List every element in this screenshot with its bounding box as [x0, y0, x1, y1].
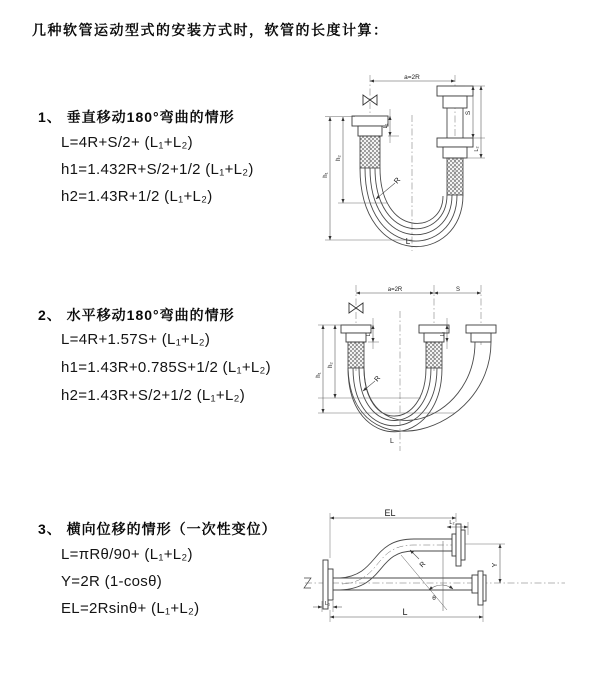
d2-fixed-end-assembly [341, 325, 371, 368]
d3-right-upper-flange [452, 524, 465, 566]
section1-heading: 1、 垂直移动180°弯曲的情形 [38, 109, 235, 125]
d1-label-l: L [405, 237, 411, 246]
d1-moving-end-assembly [437, 86, 473, 195]
d2-label-h1: h₁ [316, 372, 322, 378]
d3-label-y: Y [492, 562, 499, 568]
section1-formula-L: L=4R+S/2+ (L₁+L₂) [61, 134, 193, 151]
d3-dim-el [330, 508, 456, 558]
section3-formula-EL: EL=2Rsinθ+ (L₁+L₂) [61, 600, 200, 617]
d3-label-l: L [402, 607, 408, 617]
section2-formula-L: L=4R+1.57S+ (L₁+L₂) [61, 331, 211, 348]
d1-label-l1: L₁ [383, 123, 389, 129]
d2-dim-s [434, 287, 481, 293]
d1-radius-callout [376, 175, 403, 199]
d3-label-l1: L₁ [325, 601, 330, 607]
d3-right-lower-flange [472, 571, 486, 605]
d3-label-theta: θ [432, 595, 436, 602]
d1-label-r: R [391, 175, 403, 186]
section1-formula-h1: h1=1.432R+S/2+1/2 (L₁+L₂) [61, 161, 254, 178]
d1-label-a2r: a=2R [404, 74, 420, 81]
d1-centerlines [370, 75, 455, 251]
d2-label-l2: L₂ [440, 331, 446, 337]
d1-label-h1: h₁ [323, 172, 329, 178]
d2-label-r: R [373, 374, 383, 384]
d2-dim-a2r [356, 287, 434, 293]
section3-formula-Y: Y=2R (1-cosθ) [61, 573, 163, 590]
d2-label-l: L [390, 438, 394, 445]
d1-label-h2: h₂ [336, 155, 342, 161]
d2-dim-l1 [366, 318, 379, 349]
d2-centerlines [356, 285, 481, 451]
d2-label-h2: h₂ [328, 362, 334, 368]
d1-label-s: S [465, 110, 472, 116]
diagram-lateral-displacement [300, 508, 595, 655]
d2-hose-bend [348, 342, 491, 432]
d1-label-l2: L₂ [474, 146, 480, 152]
d1-dim-a2r [370, 74, 455, 81]
d3-label-l2: L₂ [449, 520, 455, 526]
diagram-horizontal-180-bend [315, 283, 585, 465]
d3-radius-callout [410, 550, 427, 569]
section2-heading: 2、 水平移动180°弯曲的情形 [38, 307, 235, 323]
section1-formula-h2: h2=1.43R+1/2 (L₁+L₂) [61, 188, 213, 205]
d2-moving-end-position1 [419, 325, 449, 368]
d2-moving-end-position2 [466, 325, 496, 342]
d2-label-a2r: a=2R [387, 287, 403, 293]
d3-label-r: R [418, 560, 428, 570]
section2-formula-h2: h2=1.43R+S/2+1/2 (L₁+L₂) [61, 387, 246, 404]
d3-dim-l [330, 605, 483, 622]
page-title: 几种软管运动型式的安装方式时，软管的长度计算： [32, 22, 389, 38]
d1-dim-l1 [383, 109, 399, 143]
section3-heading: 3、 横向位移的情形（一次性变位） [38, 521, 277, 537]
section2-formula-h1: h1=1.43R+0.785S+1/2 (L₁+L₂) [61, 359, 271, 376]
diagram-vertical-180-bend [315, 73, 585, 260]
d2-label-l1: L₁ [366, 331, 372, 337]
section3-formula-L: L=πRθ/90+ (L₁+L₂) [61, 546, 193, 563]
d2-radius-callout [363, 375, 382, 391]
d3-dim-l1 [313, 601, 342, 612]
d3-label-el: EL [384, 508, 396, 518]
d3-displaced-hose [340, 539, 452, 590]
d2-label-s: S [455, 287, 461, 293]
